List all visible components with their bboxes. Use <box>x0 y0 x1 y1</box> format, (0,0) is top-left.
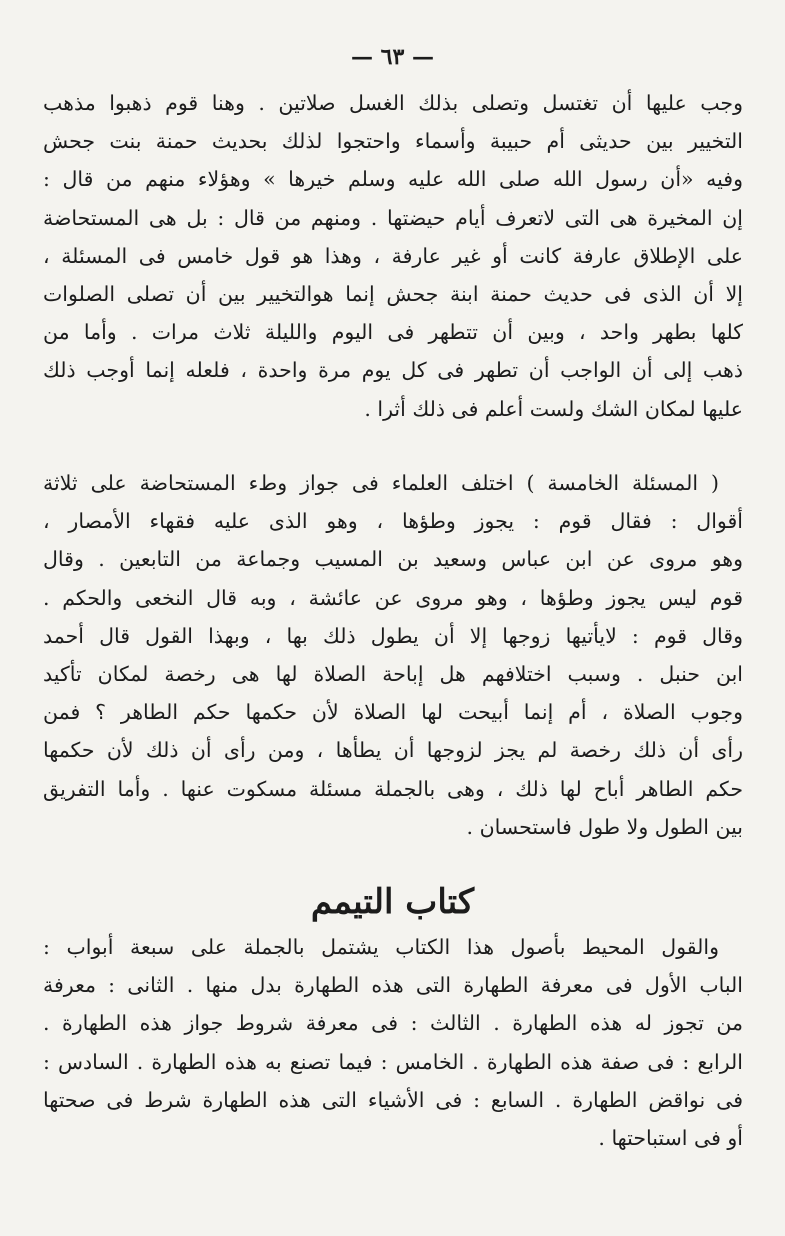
text-line: ( المسئلة الخامسة ) اختلف العلماء فى جواز وطء المستحاضة على ثلاثة <box>43 471 719 495</box>
text-line: وقال قوم : لايأتيها زوجها إلا أن يطول ذلك بها ، وبهذا القول قال أحمد <box>43 623 743 648</box>
text-line: بين الطول ولا طول فاستحسان . <box>466 814 743 839</box>
text-line: كلها بطهر واحد ، وبين أن تتطهر فى اليوم والليلة ثلاث مرات . وأما من <box>43 320 743 345</box>
page-number: — ٦٣ — <box>351 44 434 70</box>
text-line: ابن حنبل . وسبب اختلافهم هل إباحة الصلاة لها هى رخصة لمكان تأكيد <box>43 661 743 686</box>
text-line: التخيير بين حديثى أم حبيبة وأسماء واحتجوا لذلك بحديث حمنة بنت جحش <box>43 129 743 154</box>
text-line: وهو مروى عن ابن عباس وسعيد بن المسيب وجماعة من التابعين . وقال <box>43 547 743 572</box>
text-line: فى نواقض الطهارة . السابع : فى الأشياء التى هذه الطهارة شرط فى صحتها <box>43 1087 743 1112</box>
text-line: قوم ليس يجوز وطؤها ، وهو مروى عن عائشة ، وبه قال النخعى والحكم . <box>43 585 743 610</box>
text-line: حكم الطاهر أباح لها ذلك ، وهى بالجملة مسئلة مسكوت عنها . وأما التفريق <box>43 776 743 801</box>
text-line: وجوب الصلاة ، أم إنما أبيحت لها الصلاة لأن حكمها حكم الطاهر ؟ فمن <box>43 700 743 725</box>
text-line: وجب عليها أن تغتسل وتصلى بذلك الغسل صلاتين . وهنا قوم ذهبوا مذهب <box>43 91 743 115</box>
text-line: ذهب إلى أن الواجب أن تطهر فى كل يوم مرة واحدة ، فلعله إنما أوجب ذلك <box>43 358 743 383</box>
chapter-title: كتاب التيمم <box>310 882 475 922</box>
text-line: أقوال : فقال قوم : يجوز وطؤها ، وهو الذى عليه فقهاء الأمصار ، <box>43 509 743 534</box>
text-line: الرابع : فى صفة هذه الطهارة . الخامس : فيما تصنع به هذه الطهارة . السادس : <box>43 1049 743 1074</box>
text-line: الباب الأول فى معرفة الطهارة التى هذه الطهارة بدل منها . الثانى : معرفة <box>43 973 743 998</box>
paragraph-chapter-intro <box>43 928 743 1157</box>
text-line: رأى أن ذلك رخصة لم يجز لزوجها أن يطأها ، ومن رأى أن ذلك لأن حكمها <box>43 738 743 763</box>
text-line: وفيه «أن رسول الله صلى الله عليه وسلم خيرها » وهؤلاء منهم من قال : <box>43 167 743 192</box>
text-line: أو فى استباحتها . <box>598 1125 743 1150</box>
paragraph-menstruation-choice <box>43 84 743 428</box>
text-line: عليها لمكان الشك ولست أعلم فى ذلك أثرا . <box>364 396 743 421</box>
text-line: من تجوز له هذه الطهارة . الثالث : فى معرفة شروط جواز هذه الطهارة . <box>43 1011 743 1036</box>
text-line: إن المخيرة هى التى لاتعرف أيام حيضتها . ومنهم من قال : بل هى المستحاضة <box>43 205 743 230</box>
text-line: إلا أن الذى فى حديث حمنة ابنة جحش إنما هوالتخيير بين أن تصلى الصلوات <box>43 281 743 306</box>
text-line: على الإطلاق عارفة كانت أو غير عارفة ، وهذا هو قول خامس فى المسئلة ، <box>43 243 743 268</box>
text-line: والقول المحيط بأصول هذا الكتاب يشتمل بالجملة على سبعة أبواب : <box>43 935 719 959</box>
paragraph-fifth-issue <box>43 464 743 846</box>
